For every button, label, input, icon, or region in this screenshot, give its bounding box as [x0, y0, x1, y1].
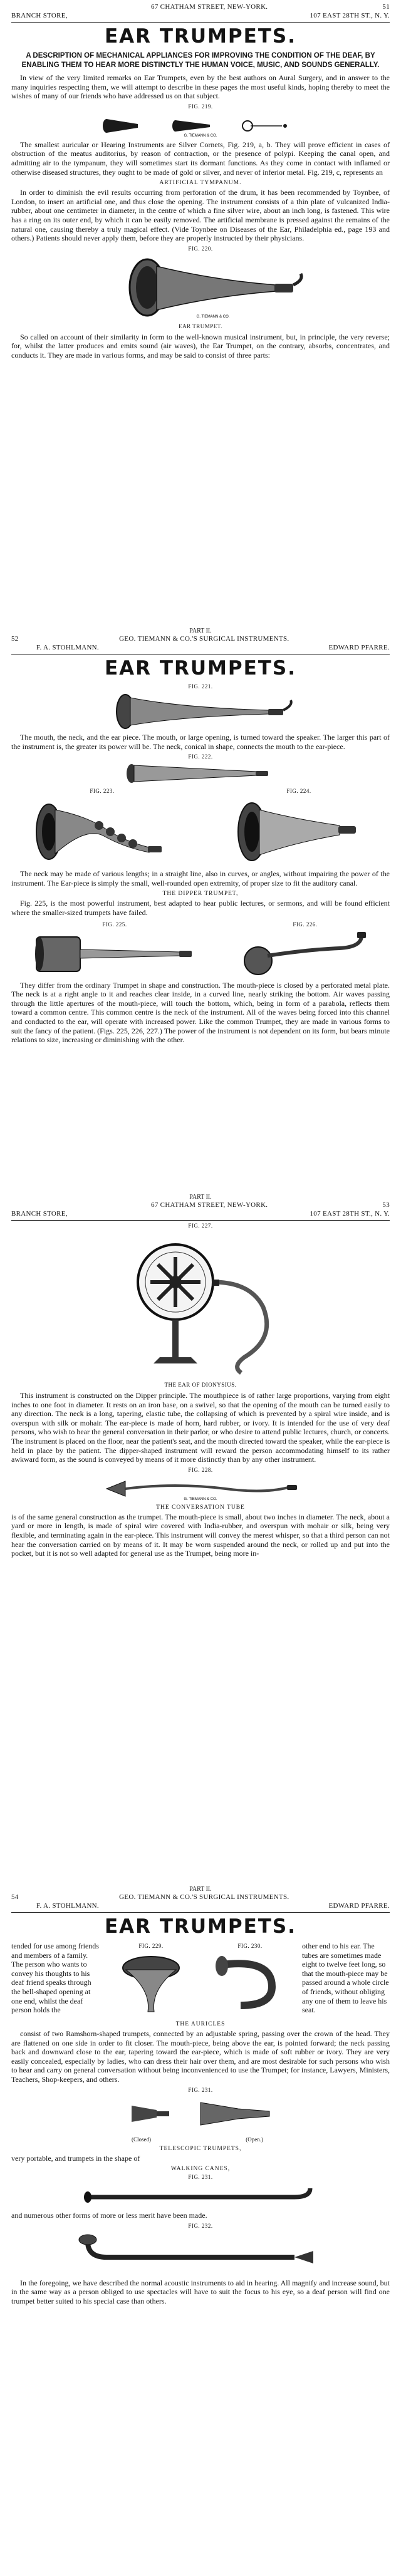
curved-trumpet-illustration	[24, 797, 180, 866]
paragraph: They differ from the ordinary Trumpet in shape and construction. The mouth-piece is closed by a perforated metal plate. The neck is at a right angle to it and reaches clear inside, in a curved line, nearly striking the bottom. Air waves passing through the little apertures of the mouth-piece, will touch the bottom, which, being in form of a parabola, reflects them toward a common centre. This common centre is the neck of the instrument. All of the waves being forced into this channel and conducted to the ear, will operate with increased power. Like the common Trumpet, they are made in various forms to suit the fancy of the patient. (Figs. 225, 226, 227.) The power of the instrument is not dependent on its form, but bears minute relations to size, increasing or diminishing with the other.	[11, 980, 390, 1045]
header-company: GEO. TIEMANN & CO.'S SURGICAL INSTRUMENTS.	[119, 635, 289, 643]
partner-right: EDWARD PFARRE.	[328, 1902, 390, 1910]
trumpet-parts-illustration	[81, 693, 320, 730]
paragraph: In the foregoing, we have described the normal acoustic instruments to aid in hearing. All magnify and increase sound, but in the same way as a person obliged to use spectacles will have to suit the focus to his eye, so a deaf person will find one trumpet better suited to his special case than others.	[11, 2278, 390, 2305]
straight-trumpet-illustration	[94, 763, 307, 784]
page-53	[11, 1194, 390, 1561]
part-label: PART II.	[189, 1194, 212, 1201]
figure-231	[107, 2096, 294, 2134]
page-title: EAR TRUMPETS.	[104, 1915, 296, 1938]
column-right-text: other end to his ear. The tubes are sometimes made eight to twelve feet long, so that the mouth-piece may be passed around a whole circle of friends, without obliging any one of them to leave his seat.	[302, 1942, 389, 2015]
paragraph: This instrument is constructed on the Dipper principle. The mouthpiece is of rather large proportions, varying from eight inches to one foot in diameter. It rests on an iron base, on a swivel, so that the opening of the mouth can be turned easily to any direction. The neck is a long, tapering, elastic tube, the collapsing of which is prevented by a spiral wire inside, and is overspun with silk or mohair. The ear-piece is made of horn, hard rubber, or ivory. It is intended for the use of very deaf persons, who wish to hear the general conversation in their parlor, or who desire to attend public lectures, church, or concerts. The instrument is placed on the floor, near the patient's seat, and the mouth directed toward the speaker, while the ear-piece is held in place by the patient. The dipper-shaped instrument will reward the person accommodating himself to its rather awkward form, as the sound is conveyed by means of it more distinctly than by any other instrument.	[11, 1391, 390, 1464]
paragraph: So called on account of their similarity in form to the well-known musical instrument, but, in principle, the very reverse; for, whilst the latter produces and emits sound (air waves), the Ear Trumpet, on the contrary, absorbs, concentrates, and conducts it. They are made in various forms, and may be said to consist of three parts:	[11, 332, 390, 360]
figure-231-cane	[69, 2183, 332, 2208]
page-header	[11, 634, 390, 643]
branch-store-label: BRANCH STORE,	[11, 1210, 68, 1218]
figure-label: FIG. 230.	[237, 1943, 263, 1949]
figure-232	[69, 2232, 332, 2276]
page-number: 53	[382, 1201, 390, 1209]
header-address: 67 CHATHAM STREET, NEW-YORK.	[151, 1201, 268, 1209]
page-number: 51	[382, 3, 390, 11]
paragraph: In order to diminish the evil results occurring from perforation of the drum, it has been recommended by Toynbee, of London, to insert an artificial one, and thus close the opening. The instrument consists of a thin plate of vulcanized India-rubber, about one centimeter in diameter, in the centre of which a fine silver wire, about an inch long, is fastened. This wire has a ring on its outer end, by which it can be easily removed. The artificial membrane is pressed against the remains of the natural one, causing thereby a truly magical effect. (Vide Toynbee on Diseases of the Ear, Philadelphia ed., page 193 and others.) Patients should never apply them, before they are properly instructed by their physicians.	[11, 188, 390, 243]
partner-left: F. A. STOHLMANN.	[36, 644, 99, 651]
column-left-text: tended for use among friends and members of a family. The person who wants to convey his thoughts to his deaf friend speaks through the bell-shaped opening at one end, whilst the deaf person holds the	[11, 1942, 99, 2015]
figure-label: FIG. 229.	[138, 1943, 164, 1949]
header-company: GEO. TIEMANN & CO.'S SURGICAL INSTRUMENTS.	[119, 1893, 289, 1901]
page-title: EAR TRUMPETS.	[104, 25, 296, 48]
silver-cornets-illustration	[69, 113, 332, 138]
cane-trumpet-illustration	[69, 2232, 332, 2276]
maker-mark: G. TIEMANN & CO.	[184, 133, 217, 138]
paragraph: consist of two Ramshorn-shaped trumpets, connected by an adjustable spring, passing over the crown of the head. They are flattened on one side in order to fit closer. The mouth-piece, being above the ear, is pointed forward; the neck passing back and downward close to the ear, tapering toward the ear-piece, which is made of soft rubber or ivory. They are very easily concealed, especially by ladies, who can dress their hair over them, and are most desirable for such persons who wish to hear and carry on general conversation without being inconvenienced to use the Trumpet; for instance, Lawyers, Ministers, Teachers, Shop-keepers, and others.	[11, 2029, 390, 2084]
figure-230-wrap	[203, 1942, 297, 2018]
hooked-trumpet-illustration	[233, 931, 377, 978]
divider	[11, 1912, 390, 1913]
page-54	[11, 1886, 390, 2309]
paragraph: The smallest auricular or Hearing Instruments are Silver Cornets, Fig. 219, a, b. They will prove efficient in cases of obstruction of the meatus auditorius, by reason of contraction, or the presence of polypi. Keeping the canal open, and admitting air to the tympanum, they will sometimes start its dormant functions. As they come in contact with inflamed or otherwise diseased structures, they ought to be made of gold or silver, and never of inferior metal. Fig. 219, c, represents an	[11, 140, 390, 177]
part-label: PART II.	[189, 628, 212, 634]
paragraph: The neck may be made of various lengths; in a straight line, also in curves, or angles, without impairing the power of the instrument. The Ear-piece is simply the small, well-rounded open extremity, of proper size to fit the auditory canal.	[11, 869, 390, 887]
figure-226-wrap	[233, 920, 377, 981]
figure-label: FIG. 232.	[188, 2222, 213, 2229]
walking-cane-illustration	[69, 2183, 332, 2208]
figure-row	[11, 787, 390, 869]
branch-address: 107 EAST 28TH ST., N. Y.	[310, 12, 390, 19]
paragraph: and numerous other forms of more or less merit have been made.	[11, 2211, 207, 2220]
page-header	[11, 1201, 390, 1209]
page-subheader	[11, 1209, 390, 1218]
angled-trumpet-illustration	[221, 797, 377, 866]
paragraph: The mouth, the neck, and the ear piece. The mouth, or large opening, is turned toward the speaker. The larger this part of the instrument is, the greater its power will be. The neck, conical in shape, connects the mouth to the ear-piece.	[11, 733, 390, 751]
section-heading: THE CONVERSATION TUBE	[156, 1504, 245, 1511]
divider	[11, 22, 390, 23]
maker-mark: G. TIEMANN & CO.	[196, 314, 230, 319]
figure-229-wrap	[104, 1942, 198, 2018]
closed-label: (Closed)	[132, 2136, 151, 2143]
figure-label: FIG. 219.	[188, 103, 213, 110]
figure-row	[11, 920, 390, 981]
page-subheader	[11, 1901, 390, 1910]
figure-224-wrap	[221, 787, 377, 869]
dipper-trumpet-illustration	[24, 931, 206, 978]
figure-225-wrap	[24, 920, 206, 981]
section-heading: TELESCOPIC TRUMPETS,	[159, 2145, 242, 2152]
figure-label: FIG. 221.	[188, 683, 213, 690]
paragraph: In view of the very limited remarks on Ear Trumpets, even by the best authors on Aural Surgery, and in answer to the many inquiries respecting them, we will attempt to describe in these pages the most useful kinds, hoping thereby to meet the wishes of many of our friends who have addressed us on that subject.	[11, 73, 390, 101]
ear-trumpet-illustration	[88, 255, 313, 321]
paragraph: is of the same general construction as the trumpet. The mouth-piece is small, about two inches in diameter. The neck, about a yard or more in length, is made of spiral wire covered with India-rubber, and overspun with mohair or silk, being very flexible, and terminating again in the ear-piece. This instrument will convey the merest whisper, so that a third person can not hear the conversation carried on by means of it. It may be worn suspended around the neck, or rolled up and put into the pocket, but it is not so well adapted for general use as the Trumpet, being more in-	[11, 1512, 390, 1558]
figure-221	[81, 693, 320, 730]
maker-mark: G. TIEMANN & CO.	[184, 1497, 217, 1501]
figure-label: FIG. 227.	[188, 1223, 213, 1229]
figure-caption: EAR TRUMPET.	[179, 323, 222, 329]
page-51	[11, 3, 390, 363]
figure-label: FIG. 231.	[188, 2086, 213, 2093]
page-header	[11, 3, 390, 11]
divider	[11, 1220, 390, 1221]
dionysius-ear-illustration	[107, 1232, 294, 1379]
partner-right: EDWARD PFARRE.	[328, 644, 390, 651]
figure-219	[69, 113, 332, 138]
figure-label: FIG. 224.	[286, 788, 311, 795]
figure-220	[88, 255, 313, 321]
paragraph: very portable, and trumpets in the shape of	[11, 2153, 140, 2163]
page-title: EAR TRUMPETS.	[104, 657, 296, 680]
figure-label: FIG. 226.	[293, 921, 318, 928]
part-label: PART II.	[189, 1886, 212, 1893]
figure-label: FIG. 225.	[102, 921, 127, 928]
figure-223-wrap	[24, 787, 180, 869]
section-heading: THE DIPPER TRUMPET,	[162, 891, 239, 897]
page-number: 52	[11, 635, 19, 643]
bell-trumpet-illustration	[104, 1952, 198, 2015]
page-header	[11, 1893, 390, 1901]
conversation-tube-illustration	[81, 1476, 320, 1501]
two-column-section	[11, 1942, 390, 2018]
figure-caption: THE EAR OF DIONYSIUS.	[164, 1382, 237, 1388]
figure-label: FIG. 228.	[188, 1466, 213, 1473]
page-number: 54	[11, 1893, 19, 1901]
page-52	[11, 628, 390, 1047]
branch-store-label: BRANCH STORE,	[11, 12, 68, 19]
section-heading: THE AURICLES	[175, 2021, 226, 2027]
ramshorn-trumpet-illustration	[203, 1952, 297, 2015]
figure-label: FIG. 223.	[90, 788, 115, 795]
telescopic-trumpets-illustration	[107, 2096, 294, 2134]
paragraph: Fig. 225, is the most powerful instrument, best adapted to hear public lectures, or sermons, and will be found efficient where the smaller-sized trumpets have failed.	[11, 899, 390, 917]
figure-label: FIG. 222.	[188, 753, 213, 760]
open-label: (Open.)	[246, 2136, 263, 2143]
telescopic-state-labels	[107, 2136, 294, 2143]
header-address: 67 CHATHAM STREET, NEW-YORK.	[151, 3, 268, 11]
figure-label: FIG. 220.	[188, 245, 213, 252]
page-subheader	[11, 643, 390, 652]
page-subtitle: A DESCRIPTION OF MECHANICAL APPLIANCES FOR IMPROVING THE CONDITION OF THE DEAF, BY ENABLING THEM TO HEAR MORE DISTINCTLY THE HUMAN VOICE, MUSIC, AND SOUNDS GENERALLY.	[21, 52, 380, 69]
page-subheader	[11, 11, 390, 20]
figure-228	[81, 1476, 320, 1501]
figure-222	[94, 763, 307, 784]
figure-label: FIG. 231.	[188, 2174, 213, 2181]
section-heading: WALKING CANES,	[170, 2166, 231, 2173]
figure-227	[107, 1232, 294, 1379]
branch-address: 107 EAST 28TH ST., N. Y.	[310, 1210, 390, 1218]
partner-left: F. A. STOHLMANN.	[36, 1902, 99, 1910]
section-heading: ARTIFICIAL TYMPANUM.	[159, 180, 242, 187]
